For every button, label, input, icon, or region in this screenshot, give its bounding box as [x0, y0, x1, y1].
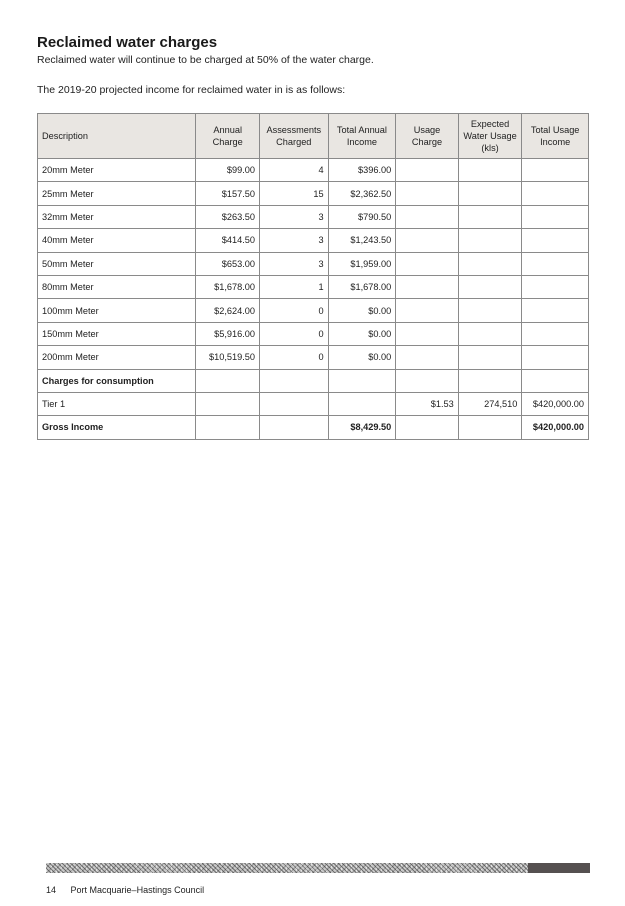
cell-usage-charge [396, 299, 459, 322]
cell-usage-charge [396, 369, 459, 392]
table-row [38, 275, 589, 298]
page-number: 14 [46, 885, 57, 895]
table-row [38, 299, 589, 322]
cell-annual-charge: $653.00 [196, 252, 260, 275]
cell-usage-charge [396, 322, 459, 345]
header-expected-water-usage: Expected Water Usage (kls) [458, 114, 522, 159]
cell-total-usage-income: $420,000.00 [522, 392, 589, 415]
cell-assessments: 3 [260, 229, 329, 252]
cell-assessments: 15 [260, 182, 329, 205]
cell-expected-usage [458, 346, 522, 369]
cell-assessments: 0 [260, 299, 329, 322]
cell-total-usage-income [522, 182, 589, 205]
cell-total-annual-income: $0.00 [328, 299, 396, 322]
cell-description: 50mm Meter [38, 252, 196, 275]
section-heading: Reclaimed water charges [37, 34, 218, 51]
table-row [38, 346, 589, 369]
cell-usage-charge [396, 275, 459, 298]
cell-total-annual-income: $8,429.50 [328, 416, 396, 439]
cell-expected-usage [458, 252, 522, 275]
cell-usage-charge [396, 346, 459, 369]
cell-expected-usage [458, 275, 522, 298]
cell-description: 150mm Meter [38, 322, 196, 345]
header-description: Description [38, 114, 196, 159]
cell-usage-charge [396, 252, 459, 275]
cell-annual-charge [196, 416, 260, 439]
cell-annual-charge: $263.50 [196, 205, 260, 228]
cell-total-usage-income [522, 205, 589, 228]
cell-total-annual-income [328, 392, 396, 415]
cell-assessments [260, 416, 329, 439]
cell-expected-usage [458, 369, 522, 392]
cell-expected-usage [458, 205, 522, 228]
footer-organisation: Port Macquarie–Hastings Council [70, 885, 205, 895]
cell-annual-charge: $157.50 [196, 182, 260, 205]
page-footer [46, 885, 204, 895]
cell-description: 25mm Meter [38, 182, 196, 205]
header-total-usage-income: Total Usage Income [522, 114, 589, 159]
cell-assessments: 0 [260, 346, 329, 369]
cell-total-usage-income [522, 299, 589, 322]
table-row [38, 159, 589, 182]
cell-total-annual-income: $790.50 [328, 205, 396, 228]
cell-expected-usage [458, 322, 522, 345]
cell-usage-charge [396, 229, 459, 252]
cell-expected-usage [458, 229, 522, 252]
cell-description: Charges for consumption [38, 369, 196, 392]
table-row [38, 205, 589, 228]
cell-total-annual-income [328, 369, 396, 392]
header-usage-charge: Usage Charge [396, 114, 459, 159]
table-row [38, 392, 589, 415]
cell-annual-charge: $414.50 [196, 229, 260, 252]
cell-expected-usage [458, 159, 522, 182]
table-row [38, 182, 589, 205]
cell-total-annual-income: $1,678.00 [328, 275, 396, 298]
intro-text: Reclaimed water will continue to be charged at 50% of the water charge. [37, 54, 374, 66]
cell-assessments: 0 [260, 322, 329, 345]
footer-solid-block [528, 863, 590, 873]
cell-total-usage-income [522, 275, 589, 298]
cell-description: 40mm Meter [38, 229, 196, 252]
header-assessments-charged: Assessments Charged [260, 114, 329, 159]
cell-description: 32mm Meter [38, 205, 196, 228]
cell-annual-charge: $5,916.00 [196, 322, 260, 345]
cell-assessments: 1 [260, 275, 329, 298]
cell-total-annual-income: $0.00 [328, 346, 396, 369]
header-annual-charge: Annual Charge [196, 114, 260, 159]
cell-total-usage-income [522, 369, 589, 392]
cell-assessments: 4 [260, 159, 329, 182]
cell-usage-charge [396, 205, 459, 228]
cell-annual-charge: $10,519.50 [196, 346, 260, 369]
reclaimed-water-table [37, 113, 589, 440]
cell-assessments [260, 392, 329, 415]
cell-total-annual-income: $0.00 [328, 322, 396, 345]
header-total-annual-income: Total Annual Income [328, 114, 396, 159]
cell-expected-usage [458, 416, 522, 439]
footer-texture-stripe [46, 863, 528, 873]
cell-annual-charge: $99.00 [196, 159, 260, 182]
cell-annual-charge: $1,678.00 [196, 275, 260, 298]
cell-description: Tier 1 [38, 392, 196, 415]
cell-description: 100mm Meter [38, 299, 196, 322]
cell-annual-charge [196, 392, 260, 415]
cell-total-annual-income: $1,959.00 [328, 252, 396, 275]
footer-decorative-bar [46, 863, 590, 873]
table-row [38, 252, 589, 275]
projection-text: The 2019-20 projected income for reclaimed water in is as follows: [37, 84, 346, 96]
cell-total-usage-income [522, 346, 589, 369]
cell-assessments: 3 [260, 252, 329, 275]
cell-total-usage-income [522, 252, 589, 275]
table-row [38, 229, 589, 252]
cell-annual-charge [196, 369, 260, 392]
cell-assessments: 3 [260, 205, 329, 228]
cell-usage-charge [396, 159, 459, 182]
cell-usage-charge [396, 416, 459, 439]
cell-usage-charge [396, 182, 459, 205]
cell-total-usage-income: $420,000.00 [522, 416, 589, 439]
cell-annual-charge: $2,624.00 [196, 299, 260, 322]
table-header-row [38, 114, 589, 159]
table-row-section [38, 369, 589, 392]
cell-total-annual-income: $2,362.50 [328, 182, 396, 205]
cell-description: 80mm Meter [38, 275, 196, 298]
cell-usage-charge: $1.53 [396, 392, 459, 415]
cell-description: 200mm Meter [38, 346, 196, 369]
cell-total-annual-income: $396.00 [328, 159, 396, 182]
cell-assessments [260, 369, 329, 392]
cell-description: 20mm Meter [38, 159, 196, 182]
table-row-total [38, 416, 589, 439]
cell-total-usage-income [522, 322, 589, 345]
cell-total-usage-income [522, 229, 589, 252]
cell-description: Gross Income [38, 416, 196, 439]
cell-expected-usage [458, 182, 522, 205]
cell-total-annual-income: $1,243.50 [328, 229, 396, 252]
cell-expected-usage: 274,510 [458, 392, 522, 415]
cell-expected-usage [458, 299, 522, 322]
table-row [38, 322, 589, 345]
cell-total-usage-income [522, 159, 589, 182]
